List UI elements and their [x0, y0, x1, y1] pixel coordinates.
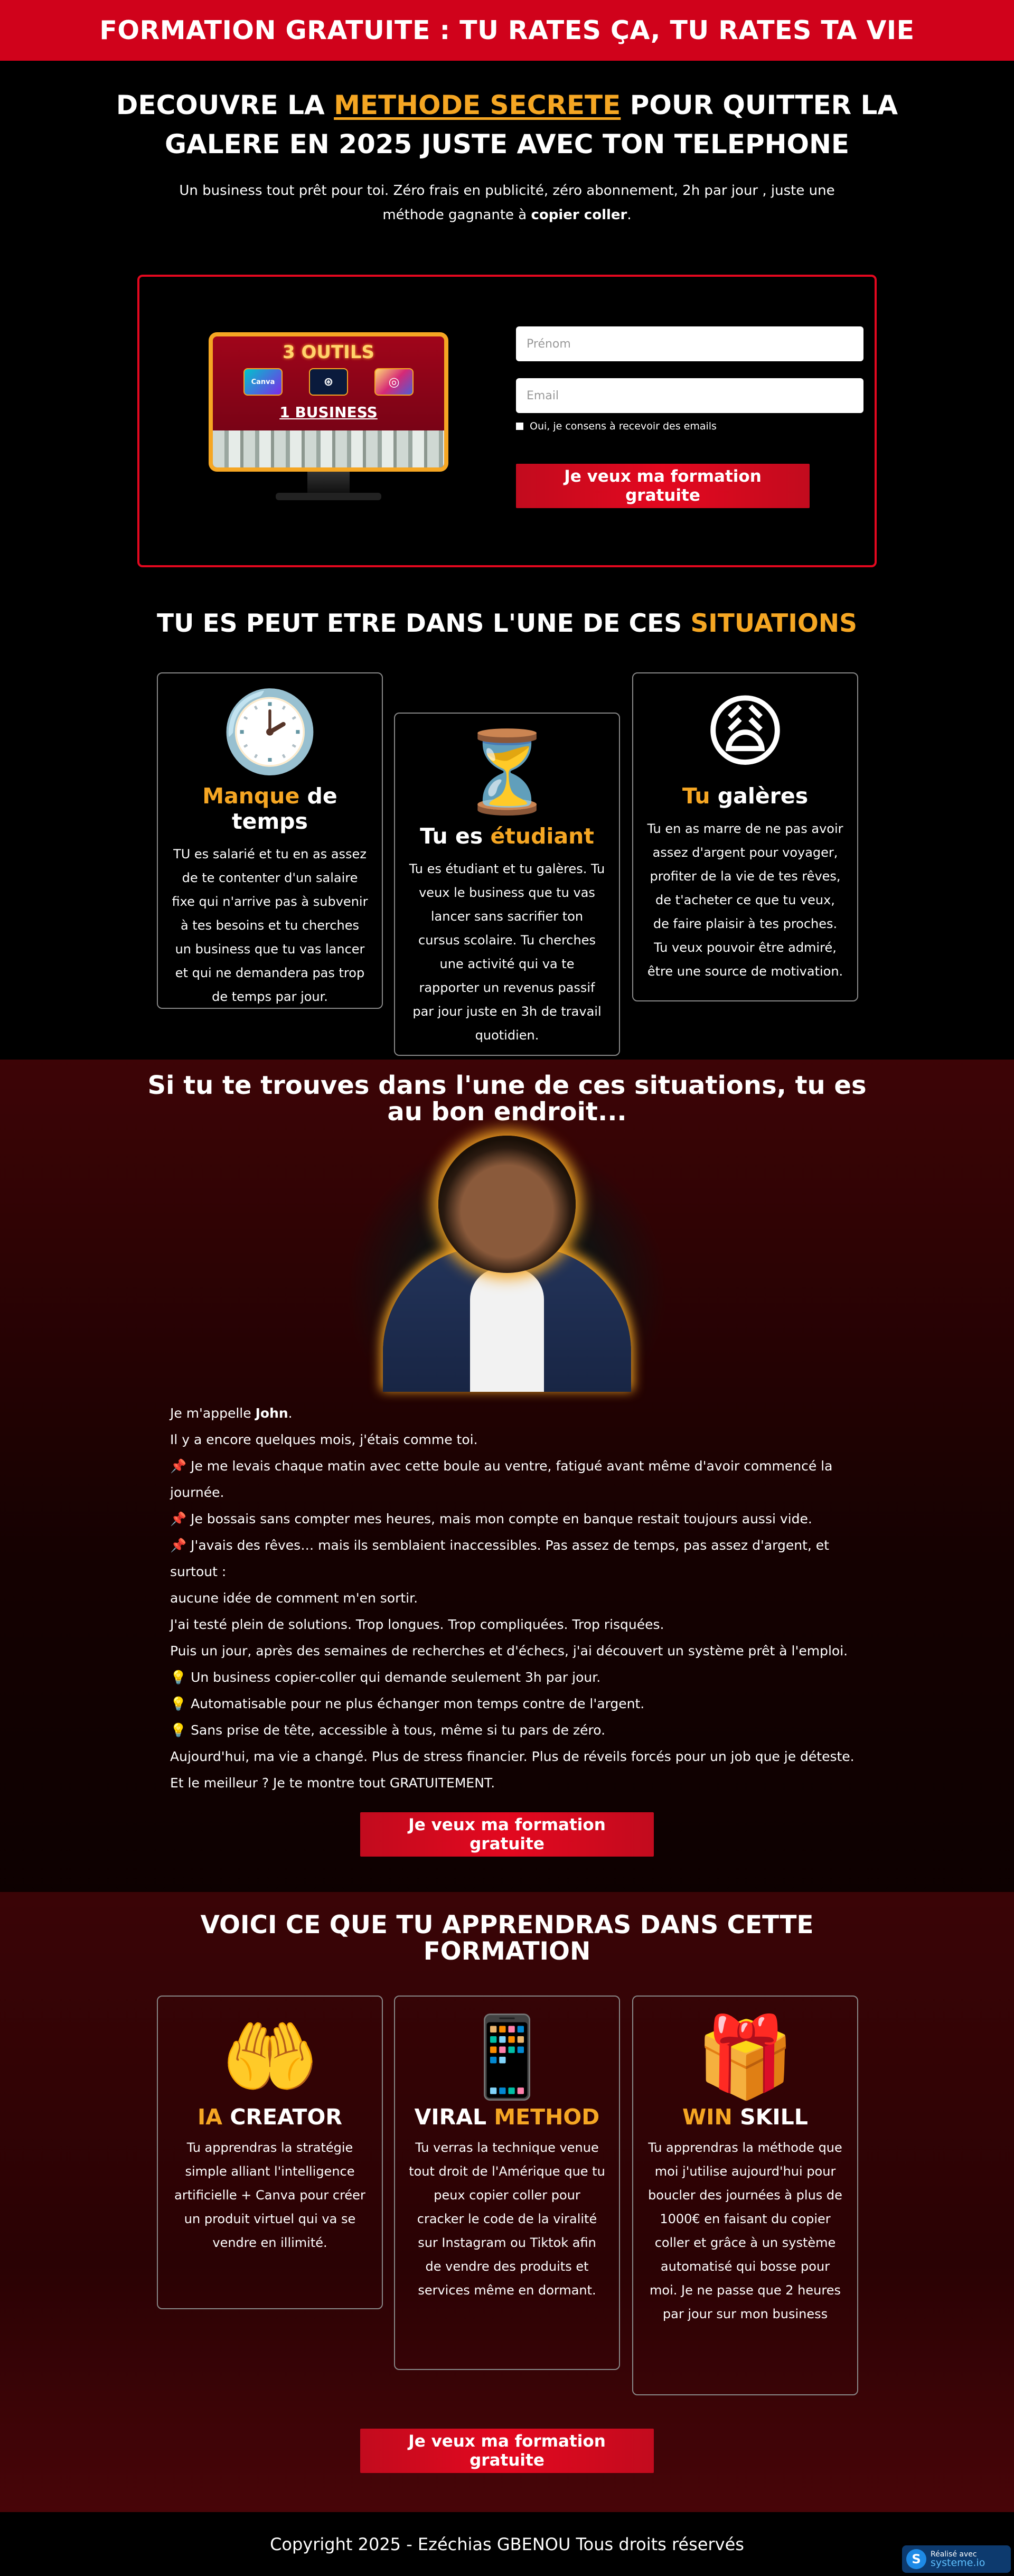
- optin-box: [137, 275, 877, 567]
- card-title: [409, 823, 605, 849]
- hero-sub2-bold: copier coller: [531, 207, 627, 223]
- story-title: Si tu te trouves dans l'une de ces situations, tu es au bon endroit...: [147, 1071, 867, 1127]
- story-line: 💡 Un business copier-coller qui demande seulement 3h par jour.: [170, 1670, 601, 1685]
- story-text: [137, 1400, 877, 1796]
- chatgpt-icon: ⊛: [309, 368, 348, 396]
- hero-secret-highlight: METHODE SECRETE: [334, 90, 621, 120]
- card-title: [409, 2104, 605, 2130]
- ai-hands-icon: 🤲: [220, 2011, 320, 2103]
- story-line: 💡 Automatisable pour ne plus échanger mon temps contre de l'argent.: [170, 1696, 645, 1711]
- learn-title: VOICI CE QUE TU APPRENDRAS DANS CETTE FORMATION: [200, 1910, 814, 1966]
- learn-cta-wrap: [0, 2413, 1014, 2473]
- story-intro-c: .: [288, 1406, 293, 1421]
- systemeio-logo-icon: S: [906, 2549, 926, 2569]
- story-line: Et le meilleur ? Je te montre tout GRATUITEMENT.: [170, 1775, 495, 1791]
- situations-title: [0, 609, 1014, 638]
- portrait-head: [438, 1136, 576, 1273]
- monitor-illustration: [209, 332, 448, 504]
- optin-form: [516, 326, 863, 508]
- learn-card-viral-method: [394, 1996, 620, 2370]
- card-title: [172, 783, 368, 834]
- card-title-highlight: METHOD: [494, 2104, 600, 2130]
- hero-line2-a: GALERE EN 2025 JUSTE AVEC TON: [164, 129, 674, 160]
- story-line: Aujourd'hui, ma vie a changé. Plus de stress financier. Plus de réveils forcés pour un job que je déteste.: [170, 1749, 855, 1764]
- badge-brand-text: systeme.io: [931, 2557, 985, 2569]
- prenom-field[interactable]: [516, 326, 863, 361]
- card-text: Tu en as marre de ne pas avoir assez d'argent pour voyager, profiter de la vie de tes rêves, de t'acheter ce que tu veux, de faire plaisir à tes proches. Tu veux pouvoir être admiré, être une source de motivation.: [647, 821, 843, 979]
- hero-headline: [0, 86, 1014, 164]
- social-media-icon: 📱: [457, 2011, 557, 2103]
- card-text: Tu es étudiant et tu galères. Tu veux le business que tu vas lancer sans sacrifier ton cursus scolaire. Tu cherches une activité qui va te rapporter un revenus passif par jour juste en 3h de travail quotidien.: [409, 861, 605, 1043]
- card-title: [172, 2104, 368, 2130]
- hero-section: [0, 61, 1014, 227]
- instagram-icon: ◎: [374, 368, 414, 396]
- weary-face-icon: 😩: [703, 686, 787, 778]
- consent-checkbox[interactable]: [516, 420, 863, 432]
- consent-label: Oui, je consens à recevoir des emails: [530, 420, 717, 432]
- hero-subtitle: [0, 179, 1014, 227]
- banner-title: FORMATION GRATUITE : TU RATES ÇA, TU RATES TA VIE: [99, 15, 915, 45]
- card-text: TU es salarié et tu en as assez de te contenter d'un salaire fixe qui n'arrive pas à subvenir à tes besoins et tu cherches un business que tu vas lancer et qui ne demandera pas trop de temps par jour.: [172, 847, 368, 1004]
- card-text: Tu verras la technique venue tout droit de l'Amérique que tu peux copier coller pour cracker le code de la viralité sur Instagram ou Tiktok afin de vendre des produits et services même en dormant.: [409, 2140, 605, 2298]
- story-line: 📌 Je me levais chaque matin avec cette boule au ventre, fatigué avant même d'avoir commencé la journée.: [170, 1458, 833, 1500]
- hero-sub2-a: méthode gagnante à: [382, 207, 531, 223]
- story-cta-wrap: [0, 1796, 1014, 1857]
- card-title-highlight: Manque: [202, 783, 300, 809]
- story-intro: [170, 1400, 877, 1427]
- situations-title-a: TU ES PEUT ETRE DANS L'UNE DE CES: [157, 609, 691, 638]
- monitor-apps: [243, 368, 414, 396]
- monitor-business-label: 1 BUSINESS: [279, 404, 378, 421]
- card-title-highlight: étudiant: [490, 823, 594, 849]
- systemeio-badge[interactable]: [902, 2545, 1011, 2573]
- card-title-rest: VIRAL: [414, 2104, 494, 2130]
- story-section: [0, 1060, 1014, 2512]
- learn-card-ia-creator: [157, 1996, 383, 2309]
- story-cta-button[interactable]: Je veux ma formation gratuite: [360, 1812, 654, 1857]
- hero-line2-b: TELEPHONE: [674, 129, 850, 160]
- hero-line1-b: POUR QUITTER LA: [621, 90, 898, 120]
- card-title-highlight: Tu: [682, 783, 710, 809]
- story-line: 📌 Je bossais sans compter mes heures, mais mon compte en banque restait toujours aussi vide.: [170, 1511, 812, 1526]
- monitor-base: [276, 493, 381, 500]
- card-text: Tu apprendras la méthode que moi j'utilise aujourd'hui pour boucler des journées à plus de 1000€ en faisant du copier coller et grâce à un système automatisé qui bosse pour moi. Je ne passe que 2 heures par jour sur mon business: [648, 2140, 842, 2321]
- situation-card-time: [157, 672, 383, 1009]
- story-line: aucune idée de comment m'en sortir.: [170, 1590, 418, 1606]
- canva-icon: Canva: [243, 368, 283, 396]
- monitor-tools-label: 3 OUTILS: [282, 342, 374, 363]
- card-title: [647, 783, 843, 809]
- copyright-text: Copyright 2025 - Ezéchias GBENOU Tous droits réservés: [270, 2534, 744, 2554]
- situation-card-student: [394, 713, 620, 1056]
- learn-cards: [0, 1965, 1014, 2376]
- card-title-rest: galères: [710, 783, 809, 809]
- card-title-highlight: IA: [198, 2104, 223, 2130]
- story-name: John: [255, 1406, 288, 1421]
- story-line: 💡 Sans prise de tête, accessible à tous, même si tu pars de zéro.: [170, 1722, 606, 1738]
- story-line: Il y a encore quelques mois, j'étais comme toi.: [170, 1432, 478, 1447]
- hero-sub2-c: .: [627, 207, 632, 223]
- clock-icon: 🕑: [220, 686, 320, 778]
- card-title-rest: CREATOR: [222, 2104, 342, 2130]
- card-text: Tu apprendras la stratégie simple alliant l'intelligence artificielle + Canva pour créer un produit virtuel qui va se vendre en illimité.: [174, 2140, 365, 2250]
- monitor-screen: [209, 332, 448, 472]
- situations-title-b: SITUATIONS: [690, 609, 857, 638]
- badge-small-text: Réalisé avec: [931, 2550, 977, 2559]
- story-line: 📌 J'avais des rêves… mais ils semblaient inaccessibles. Pas assez de temps, pas assez d'argent, et surtout :: [170, 1538, 829, 1579]
- optin-cta-button[interactable]: Je veux ma formation gratuite: [516, 464, 810, 508]
- learn-cta-button[interactable]: Je veux ma formation gratuite: [360, 2429, 654, 2473]
- story-line: Puis un jour, après des semaines de recherches et d'échecs, j'ai découvert un système prêt à l'emploi.: [170, 1643, 848, 1659]
- situation-card-struggle: [632, 672, 858, 1001]
- top-banner: [0, 0, 1014, 61]
- card-title-rest: Tu es: [420, 823, 491, 849]
- learn-section: [0, 1892, 1014, 2512]
- hourglass-icon: ⏳: [457, 726, 557, 818]
- story-line: J'ai testé plein de solutions. Trop longues. Trop compliquées. Trop risquées.: [170, 1617, 664, 1632]
- card-title: [647, 2104, 843, 2130]
- mystery-box-icon: 🎁: [696, 2011, 795, 2103]
- story-intro-a: Je m'appelle: [170, 1406, 256, 1421]
- checkbox-icon[interactable]: [516, 423, 523, 430]
- card-title-rest: SKILL: [732, 2104, 808, 2130]
- monitor-neck: [307, 472, 350, 493]
- footer: [0, 2512, 1014, 2576]
- email-field[interactable]: [516, 378, 863, 413]
- portrait-shirt: [470, 1268, 544, 1392]
- card-title-rest: de temps: [232, 783, 337, 834]
- learn-card-win-skill: [632, 1996, 858, 2395]
- card-title-highlight: WIN: [682, 2104, 733, 2130]
- hero-line1-a: DECOUVRE LA: [116, 90, 334, 120]
- hero-sub1: Un business tout prêt pour toi. Zéro frais en publicité, zéro abonnement, 2h par jour , juste une: [179, 183, 835, 199]
- john-portrait: [346, 1136, 668, 1392]
- money-stack-image: [213, 430, 444, 467]
- badge-text: [931, 2550, 985, 2568]
- situations-cards: [0, 638, 1014, 1055]
